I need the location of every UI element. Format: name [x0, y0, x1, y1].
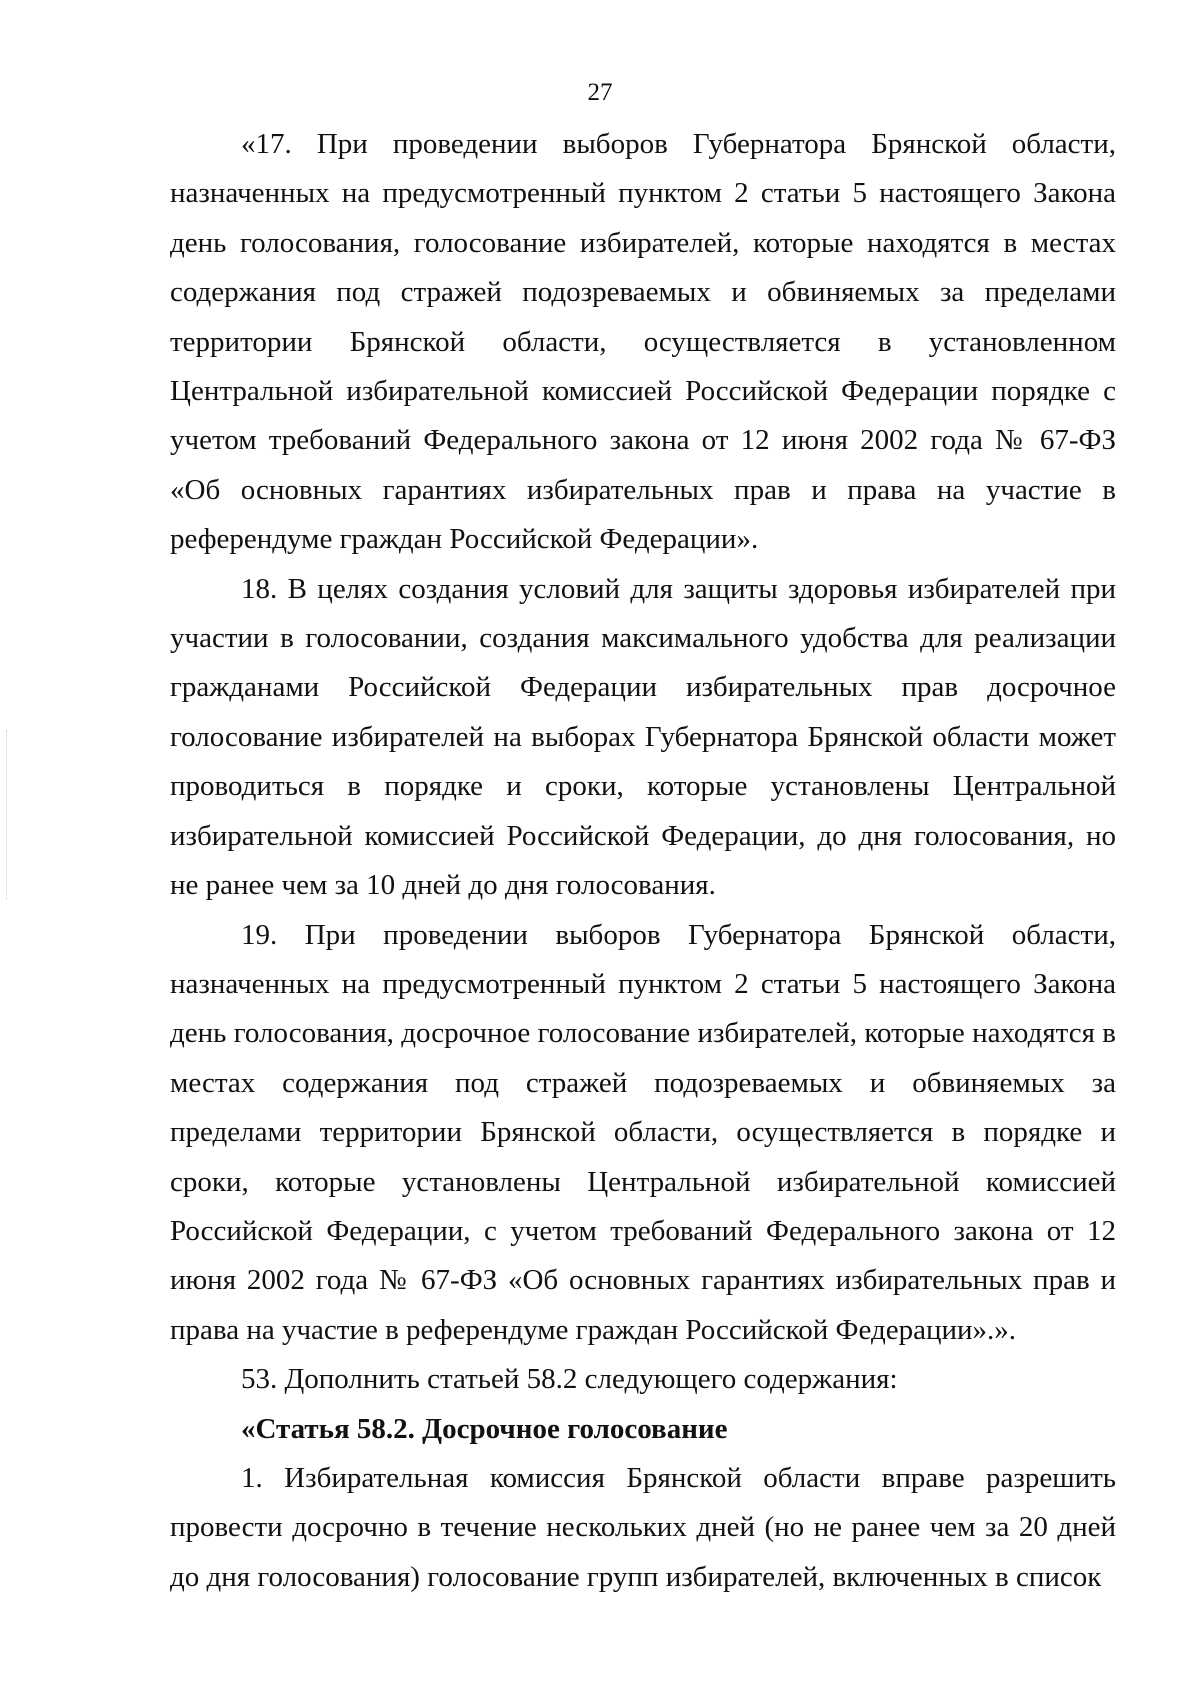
- scan-edge-marks: [6, 730, 11, 900]
- paragraph-item-17: «17. При проведении выборов Губернатора Брянской области, назначенных на предусмотренный пунктом 2 статьи 5 настоящего Закона день голосования, голосование избирателей, которые находятся в местах содержания под стражей подозреваемых и обвиняемых за пределами территории Брянской области, осуществляется в установленном Центральной избирательной комиссией Российской Федерации порядке с учетом требований Федерального закона от 12 июня 2002 года № 67-ФЗ «Об основных гарантиях избирательных прав и права на участие в референдуме граждан Российской Федерации».: [170, 128, 1116, 556]
- paragraph-item-19: 19. При проведении выборов Губернатора Брянской области, назначенных на предусмотренный пунктом 2 статьи 5 настоящего Закона день голосования, досрочное голосование избирателей, которые находятся в местах содержания под стражей подозреваемых и обвиняемых за пределами территории Брянской области, осуществляется в порядке и сроки, которые установлены Центральной избирательной комиссией Российской Федерации, с учетом требований Федерального закона от 12 июня 2002 года № 67-ФЗ «Об основных гарантиях избирательных прав и права на участие в референдуме граждан Российской Федерации».».: [170, 918, 1116, 1346]
- article-heading: «Статья 58.2. Досрочное голосование: [241, 1412, 728, 1445]
- paragraph-item-53: 53. Дополнить статьей 58.2 следующего содержания:: [241, 1363, 898, 1396]
- page-number: 27: [587, 79, 613, 106]
- article-paragraph-1: 1. Избирательная комиссия Брянской области вправе разрешить провести досрочно в течение нескольких дней (но не ранее чем за 20 дней до дня голосования) голосование групп избирателей, включенных в список: [170, 1461, 1116, 1593]
- document-body: [170, 120, 1116, 1602]
- paragraph-item-18: 18. В целях создания условий для защиты здоровья избирателей при участии в голосовании, создания максимального удобства для реализации гражданами Российской Федерации избирательных прав досрочное голосование избирателей на выборах Губернатора Брянской области может проводиться в порядке и сроки, которые установлены Центральной избирательной комиссией Российской Федерации, до дня голосования, но не ранее чем за 10 дней до дня голосования.: [170, 572, 1116, 902]
